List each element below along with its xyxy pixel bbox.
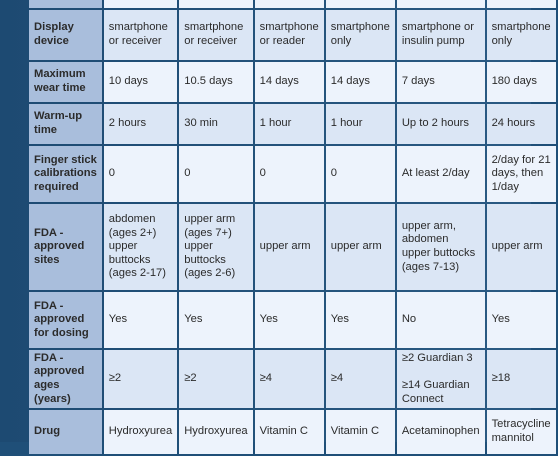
table-cell: Hydroxyurea	[179, 410, 252, 454]
table-row-warm-up-time	[29, 104, 556, 144]
row-header: FDA - approved for dosing	[29, 292, 102, 348]
table-cell: Yes	[487, 292, 556, 348]
table-cell: smartphone or receiver	[104, 10, 177, 60]
table-cell: 1 hour	[255, 104, 324, 144]
table-cell: 0	[255, 146, 324, 202]
table-cell: 10.5 days	[179, 62, 252, 102]
table-cell: upper arm (ages 7+) upper buttocks (ages 2-6)	[179, 204, 252, 290]
table-cell: 180 days	[487, 62, 556, 102]
table-cell: Up to 2 hours	[397, 104, 485, 144]
table-row-top	[29, 0, 556, 8]
row-header: Finger stick calibrations required	[29, 146, 102, 202]
table-cell: Acetaminophen	[397, 410, 485, 454]
row-header: Maximum wear time	[29, 62, 102, 102]
row-header	[29, 0, 102, 8]
table-cell: abdomen (ages 2+) upper buttocks (ages 2-17)	[104, 204, 177, 290]
table-cell	[104, 0, 177, 8]
table-cell: 2/day for 21 days, then 1/day	[487, 146, 556, 202]
table-cell: 7 days	[397, 62, 485, 102]
table-cell: 2 hours	[104, 104, 177, 144]
table-cell: upper arm	[255, 204, 324, 290]
table-cell: ≥18	[487, 350, 556, 408]
table-cell: Vitamin C	[326, 410, 395, 454]
row-header: FDA - approved sites	[29, 204, 102, 290]
table-cell: 1 hour	[326, 104, 395, 144]
table-cell	[397, 0, 485, 8]
table-cell: smartphone only	[487, 10, 556, 60]
table-cell	[179, 0, 252, 8]
table-row-display-device	[29, 10, 556, 60]
row-header: Drug	[29, 410, 102, 454]
table-cell: 14 days	[326, 62, 395, 102]
table-cell: Yes	[104, 292, 177, 348]
table-cell: upper arm, abdomen upper buttocks (ages 7-13)	[397, 204, 485, 290]
table-row-finger-stick-calibrations	[29, 146, 556, 202]
table-cell: ≥4	[326, 350, 395, 408]
table-cell	[487, 0, 556, 8]
table-cell: Hydroxyurea	[104, 410, 177, 454]
table-cell: 10 days	[104, 62, 177, 102]
table-row-drug	[29, 410, 556, 454]
table-cell: No	[397, 292, 485, 348]
table-cell: Yes	[179, 292, 252, 348]
table-cell: 24 hours	[487, 104, 556, 144]
table-cell: smartphone or insulin pump	[397, 10, 485, 60]
table-cell: ≥2	[179, 350, 252, 408]
table-cell: smartphone only	[326, 10, 395, 60]
table-cell: Tetracycline mannitol	[487, 410, 556, 454]
table-cell: ≥4	[255, 350, 324, 408]
table-cell: smartphone or reader	[255, 10, 324, 60]
row-header: Display device	[29, 10, 102, 60]
table-cell: 14 days	[255, 62, 324, 102]
cgm-comparison-table	[27, 0, 558, 456]
table-cell: upper arm	[326, 204, 395, 290]
row-header: FDA - approved ages (years)	[29, 350, 102, 408]
table-cell: 0	[326, 146, 395, 202]
table-row-fda-approved-for-dosing	[29, 292, 556, 348]
table-cell: 30 min	[179, 104, 252, 144]
table-cell: ≥2 Guardian 3 ≥14 Guardian Connect	[397, 350, 485, 408]
table-row-fda-approved-sites	[29, 204, 556, 290]
row-header: Warm-up time	[29, 104, 102, 144]
table-cell: smartphone or receiver	[179, 10, 252, 60]
table-cell: upper arm	[487, 204, 556, 290]
table-cell: 0	[104, 146, 177, 202]
table-cell: At least 2/day	[397, 146, 485, 202]
table-cell	[326, 0, 395, 8]
table-cell: ≥2	[104, 350, 177, 408]
table-cell: Yes	[326, 292, 395, 348]
table-cell: Yes	[255, 292, 324, 348]
table-row-fda-approved-ages	[29, 350, 556, 408]
table-cell	[255, 0, 324, 8]
table-row-maximum-wear-time	[29, 62, 556, 102]
table-cell: Vitamin C	[255, 410, 324, 454]
table-cell: 0	[179, 146, 252, 202]
